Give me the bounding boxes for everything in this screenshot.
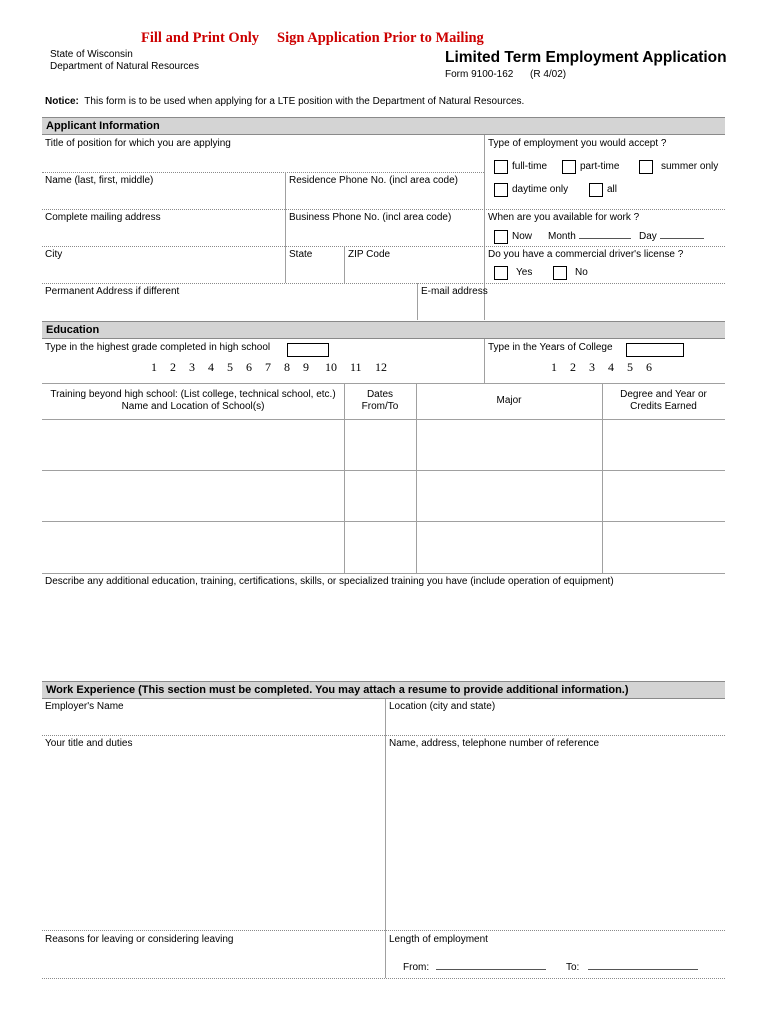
email-label: E-mail address <box>421 286 488 297</box>
month-blank[interactable] <box>579 238 631 239</box>
day-field[interactable] <box>639 231 704 242</box>
all-label: all <box>607 184 618 195</box>
college-year-3: 3 <box>589 360 595 374</box>
education-table-top <box>42 383 725 384</box>
mailing-row-line <box>42 246 725 247</box>
form-revision: (R 4/02) <box>530 69 567 80</box>
work-row-line-2 <box>42 930 725 931</box>
now-checkbox[interactable] <box>494 230 508 244</box>
work-row-line-1 <box>42 735 725 736</box>
month-field[interactable] <box>548 231 631 242</box>
to-blank[interactable] <box>588 969 698 970</box>
school-header-line1: Training beyond high school: (List college, technical school, etc.) <box>50 389 336 400</box>
cdl-no-label: No <box>575 267 588 278</box>
notice-label: Notice: <box>45 96 79 107</box>
business-phone-label: Business Phone No. (incl area code) <box>289 212 452 223</box>
agency-state: State of Wisconsin <box>50 49 133 60</box>
notice-text: This form is to be used when applying for a LTE position with the Department of Natural Resources. <box>84 96 525 107</box>
school-column-header <box>42 389 344 413</box>
hs-grade-3: 3 <box>189 360 195 374</box>
notice <box>45 96 524 107</box>
college-year-4: 4 <box>608 360 614 374</box>
form-title: Limited Term Employment Application <box>445 49 727 66</box>
daytime-only-checkbox[interactable] <box>494 183 508 197</box>
hs-grade-10: 10 <box>325 360 337 374</box>
work-section-header: Work Experience (This section must be completed. You may attach a resume to provide additional information.) <box>42 681 725 699</box>
college-year-6: 6 <box>646 360 652 374</box>
full-time-label: full-time <box>512 161 548 172</box>
to-field[interactable] <box>566 962 698 973</box>
hs-grade-1: 1 <box>151 360 157 374</box>
dates-header-line1: Dates <box>366 389 394 400</box>
from-field[interactable] <box>403 962 546 973</box>
day-blank[interactable] <box>660 238 704 239</box>
name-row-line <box>42 209 725 210</box>
city-row-line <box>42 283 725 284</box>
mailing-address-label: Complete mailing address <box>45 212 161 223</box>
hs-grade-5: 5 <box>227 360 233 374</box>
college-years-input[interactable] <box>626 343 684 357</box>
college-years-label: Type in the Years of College <box>488 342 613 353</box>
employer-label: Employer's Name <box>45 701 124 712</box>
work-bottom-line <box>42 978 725 979</box>
full-time-checkbox[interactable] <box>494 160 508 174</box>
part-time-label: part-time <box>580 161 620 172</box>
state-label: State <box>289 249 313 260</box>
reference-label: Name, address, telephone number of reference <box>389 738 600 749</box>
title-duties-label: Your title and duties <box>45 738 133 749</box>
email-divider <box>417 283 418 320</box>
form-number: Form 9100-162 <box>445 69 514 80</box>
degree-column-header <box>602 389 725 413</box>
hs-grade-12: 12 <box>375 360 387 374</box>
hs-grade-6: 6 <box>246 360 252 374</box>
now-label: Now <box>512 231 533 242</box>
month-label: Month <box>548 231 576 242</box>
education-row-line-3 <box>42 521 725 522</box>
education-row-line-1 <box>42 419 725 420</box>
cdl-yes-checkbox[interactable] <box>494 266 508 280</box>
reasons-leaving-label: Reasons for leaving or considering leaving <box>45 934 234 945</box>
cdl-no-checkbox[interactable] <box>553 266 567 280</box>
major-column-header: Major <box>496 395 522 406</box>
education-section-header: Education <box>42 321 725 339</box>
college-year-5: 5 <box>627 360 633 374</box>
agency-department: Department of Natural Resources <box>50 61 199 72</box>
residence-phone-label: Residence Phone No. (incl area code) <box>289 175 458 186</box>
cdl-label: Do you have a commercial driver's license ? <box>488 249 684 260</box>
position-title-label: Title of position for which you are applying <box>45 138 231 149</box>
zip-label: ZIP Code <box>348 249 391 260</box>
additional-training-label: Describe any additional education, training, certifications, skills, or specialized training you have (include operation of equipment) <box>45 576 614 587</box>
location-label: Location (city and state) <box>389 701 496 712</box>
hs-grade-scale <box>151 360 395 375</box>
edu-col-divider-2 <box>416 383 417 573</box>
length-employment-label: Length of employment <box>389 934 488 945</box>
applicant-section-header: Applicant Information <box>42 117 725 135</box>
hs-grade-7: 7 <box>265 360 271 374</box>
daytime-only-label: daytime only <box>512 184 569 195</box>
to-label: To: <box>566 962 580 973</box>
name-label: Name (last, first, middle) <box>45 175 154 186</box>
summer-only-label: summer only <box>661 161 719 172</box>
state-zip-divider <box>344 246 345 283</box>
summer-only-checkbox[interactable] <box>639 160 653 174</box>
degree-header-line2: Credits Earned <box>630 401 697 412</box>
education-top-divider <box>484 339 485 383</box>
college-year-1: 1 <box>551 360 557 374</box>
hs-grade-9: 9 <box>303 360 309 374</box>
education-row-line-2 <box>42 470 725 471</box>
cdl-yes-label: Yes <box>516 267 533 278</box>
day-label: Day <box>639 231 657 242</box>
availability-label: When are you available for work ? <box>488 212 640 223</box>
sign-application-banner: Sign Application Prior to Mailing <box>277 30 484 46</box>
college-year-2: 2 <box>570 360 576 374</box>
dates-column-header <box>344 389 416 413</box>
fill-print-banner: Fill and Print Only <box>141 30 260 46</box>
part-time-checkbox[interactable] <box>562 160 576 174</box>
applicant-mid-divider <box>285 172 286 283</box>
degree-header-line1: Degree and Year or <box>620 389 707 400</box>
from-label: From: <box>403 962 430 973</box>
all-checkbox[interactable] <box>589 183 603 197</box>
school-header-line2: Name and Location of School(s) <box>121 401 265 412</box>
education-row-line-4 <box>42 573 725 574</box>
hs-grade-11: 11 <box>350 360 362 374</box>
city-label: City <box>45 249 63 260</box>
position-row-line <box>42 172 484 173</box>
from-blank[interactable] <box>436 969 546 970</box>
college-years-scale <box>551 360 665 375</box>
work-mid-divider <box>385 699 386 978</box>
hs-grade-4: 4 <box>208 360 214 374</box>
hs-grade-2: 2 <box>170 360 176 374</box>
hs-grade-8: 8 <box>284 360 290 374</box>
dates-header-line2: From/To <box>361 401 399 412</box>
hs-grade-label: Type in the highest grade completed in high school <box>45 342 271 353</box>
permanent-address-label: Permanent Address if different <box>45 286 180 297</box>
employment-type-label: Type of employment you would accept ? <box>488 138 667 149</box>
hs-grade-input[interactable] <box>287 343 329 357</box>
